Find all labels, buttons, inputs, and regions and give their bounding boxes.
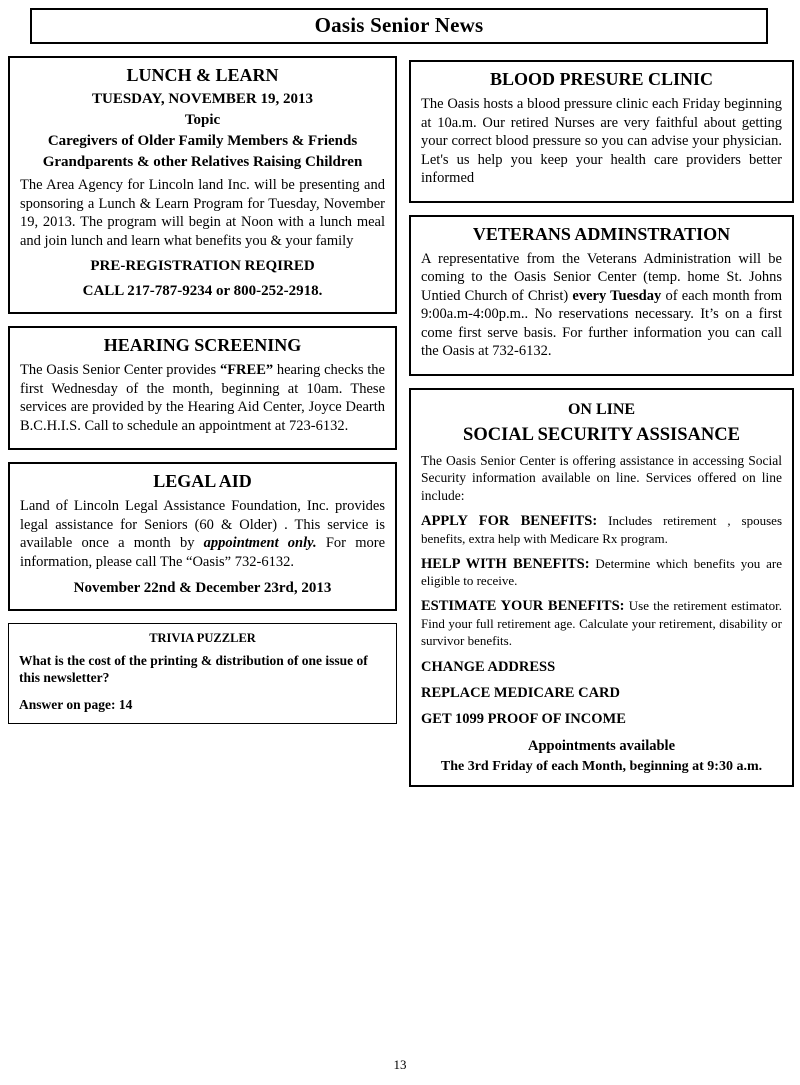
veterans-body: [421, 250, 782, 361]
lunch-learn-topic-2: Grandparents & other Relatives Raising Children: [42, 154, 363, 170]
social-security-intro: The Oasis Senior Center is offering assistance in accessing Social Security information available on line. Services offered on line include:: [421, 453, 782, 503]
lunch-learn-preregistration: PRE-REGISTRATION REQIRED: [90, 258, 315, 275]
lunch-learn-call-line: CALL 217-787-9234 or 800-252-2918.: [82, 283, 323, 300]
ss-item-estimate-text: Use the retirement estimator. Find your full retirement age. Calculate your retirement, disability or survivor benefits.: [421, 598, 782, 649]
hearing-screening-title: HEARING SCREENING: [103, 335, 302, 356]
lunch-learn-topic-1: Caregivers of Older Family Members & Friends: [47, 133, 358, 149]
lunch-learn-topic-label: Topic: [184, 112, 221, 128]
ss-item-help: [421, 555, 782, 591]
ss-item-apply: [421, 512, 782, 548]
blood-pressure-section: [409, 60, 794, 203]
trivia-question: What is the cost of the printing & distribution of one issue of this newsletter?: [19, 652, 368, 686]
legal-aid-body-part1: Land of Lincoln Legal Assistance Foundation, Inc. provides legal assistance for Seniors (60 & Older) . This service is available once a month by: [20, 498, 385, 552]
newsletter-header: [30, 8, 768, 44]
lunch-learn-title: LUNCH & LEARN: [126, 65, 279, 85]
ss-item-apply-label: APPLY FOR BENEFITS:: [421, 512, 598, 529]
trivia-answer-line: Answer on page: 14: [19, 696, 133, 712]
hearing-free-emphasis: “FREE”: [219, 362, 277, 379]
lunch-learn-section: [8, 56, 397, 314]
hearing-body-part2: hearing checks the first Wednesday of the month, beginning at 10am. These services are provided by the Hearing Aid Center, Joyce Dearth B.C.H.I.S. Call to schedule an appointment at 723-6132.: [20, 362, 385, 434]
ss-appointments-detail: The 3rd Friday of each Month, beginning at 9:30 a.m.: [440, 758, 763, 774]
legal-aid-body-part2: For more information, please call The “Oasis” 732-6132.: [20, 535, 385, 571]
hearing-screening-section: [8, 326, 397, 450]
page-number: 13: [393, 1057, 407, 1072]
ss-item-estimate: [421, 597, 782, 650]
legal-aid-title: LEGAL AID: [153, 471, 252, 492]
veterans-body-part2: of each month from 9:00a.m-4:00p.m.. No reservations necessary. It’s on a first come first serve basis. For further information you can call the Oasis at 732-6132.: [421, 287, 783, 360]
ss-1099-proof-line: GET 1099 PROOF OF INCOME: [421, 710, 626, 727]
ss-item-apply-text: Includes retirement , spouses benefits, extra help with Medicare Rx program.: [421, 512, 783, 546]
veterans-body-part1: A representative from the Veterans Administration will be coming to the Oasis Senior Center (temp. home St. Johns Untied Church of Christ): [421, 250, 782, 304]
legal-aid-section: [8, 462, 397, 610]
veterans-title: VETERANS ADMINSTRATION: [472, 223, 731, 244]
ss-replace-medicare-line: REPLACE MEDICARE CARD: [421, 684, 620, 701]
blood-pressure-title: BLOOD PRESURE CLINIC: [489, 69, 714, 89]
social-security-title-line2: SOCIAL SECURITY ASSISANCE: [463, 425, 740, 446]
legal-aid-appointment-emphasis: appointment only.: [203, 535, 317, 552]
right-column: [409, 60, 794, 799]
ss-item-help-label: HELP WITH BENEFITS:: [421, 555, 590, 572]
ss-item-help-text: Determine which benefits you are eligible to receive.: [421, 555, 783, 589]
hearing-body-part1: The Oasis Senior Center provides: [20, 362, 220, 379]
veterans-every-tuesday-emphasis: every Tuesday: [572, 287, 662, 304]
trivia-title: TRIVIA PUZZLER: [149, 630, 256, 645]
blood-pressure-body: The Oasis hosts a blood pressure clinic each Friday beginning at 10a.m. Our retired Nurses are very faithful about getting your correct blood pressure so you can advise your physician. Let's us help you keep your health care providers better informed: [421, 96, 782, 187]
ss-change-address-line: CHANGE ADDRESS: [421, 658, 556, 675]
lunch-learn-body: The Area Agency for Lincoln land Inc. will be presenting and sponsoring a Lunch & Learn Program for Tuesday, November 19, 2013. The program will begin at Noon with a lunch meal and join lunch and learn what benefits you & your family: [20, 177, 385, 249]
lunch-learn-date: TUESDAY, NOVEMBER 19, 2013: [91, 91, 313, 107]
hearing-screening-body: [20, 361, 385, 435]
veterans-section: [409, 215, 794, 376]
legal-aid-body: [20, 497, 385, 571]
newsletter-title: Oasis Senior News: [314, 13, 484, 37]
legal-aid-dates: November 22nd & December 23rd, 2013: [73, 579, 332, 596]
left-column: [8, 56, 397, 736]
social-security-title-line1: ON LINE: [567, 401, 636, 419]
ss-appointments-line: Appointments available: [527, 737, 676, 754]
ss-item-estimate-label: ESTIMATE YOUR BENEFITS:: [421, 598, 625, 615]
social-security-section: [409, 388, 794, 787]
trivia-puzzler-section: [8, 623, 397, 724]
